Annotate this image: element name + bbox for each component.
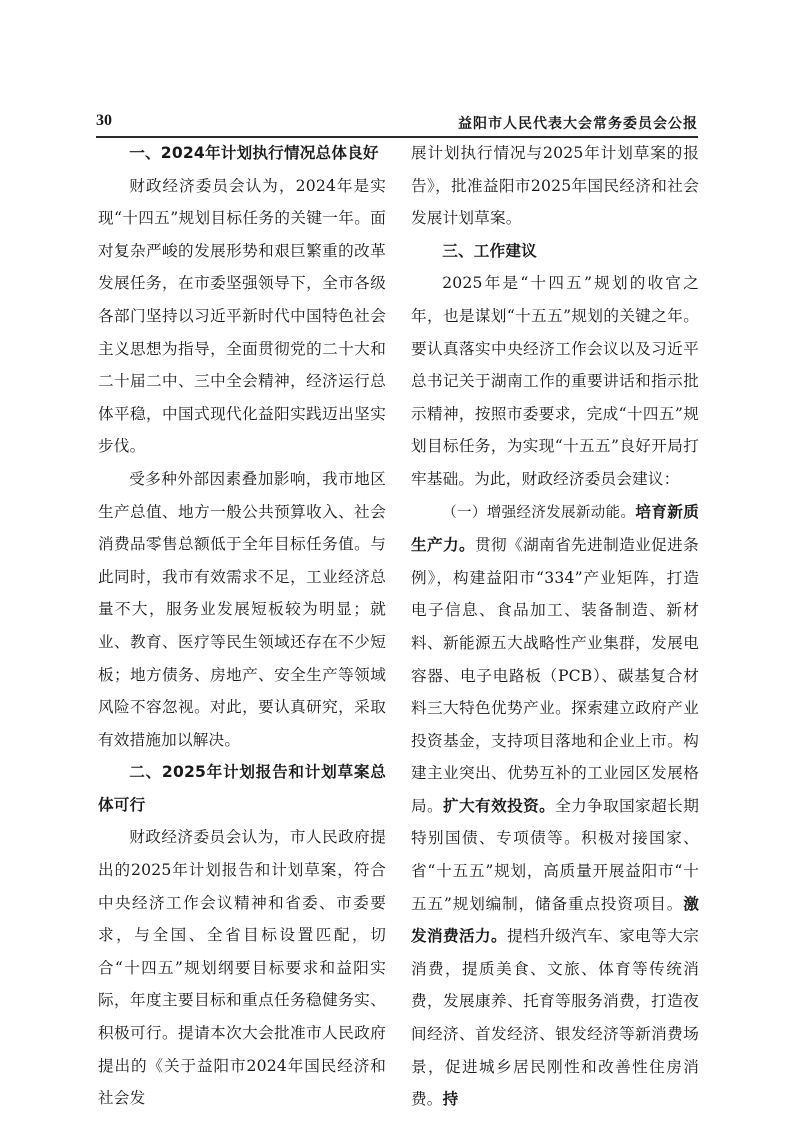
bold-phrase-effective-investment: 扩大有效投资。 — [443, 796, 556, 815]
page-number: 30 — [96, 112, 112, 129]
section-1-heading: 一、2024年计划执行情况总体良好 — [129, 144, 379, 162]
section-1-paragraph-1: 财政经济委员会认为，2024年是实现“十四五”规划目标任务的关键一年。面对复杂严峻的发展形势和艰巨繁重的改革发展任务，在市委坚强领导下，全市各级各部门坚持以习近平新时代中国特色社会主义思想为指导，全面贯彻党的二十大和二十届二中、三中全会精神，经济运行总体平稳，中国式现代化益阳实践迈出坚实步伐。 — [98, 176, 386, 456]
journal-title: 益阳市人民代表大会常务委员会公报 — [458, 116, 698, 132]
section-2-paragraph-continued: 展计划执行情况与2025年计划草案的报告》，批准益阳市2025年国民经济和社会发展计划草案。 — [411, 144, 699, 228]
page-header — [96, 112, 698, 134]
body-text-1: 贯彻《湖南省先进制造业促进条例》，构建益阳市“334”产业矩阵，打造电子信息、食品加工、装备制造、新材料、新能源五大战略性产业集群，发展电容器、电子电路板（PCB）、碳基复合材料三大特色优势产业。探索建立政府产业投资基金，支持项目落地和企业上市。构建主业突出、优势互补的工业园区发展格局。 — [411, 536, 699, 815]
subsection-1-paragraph — [411, 496, 699, 1116]
section-2-paragraph-1: 财政经济委员会认为，市人民政府提出的2025年计划报告和计划草案，符合中央经济工作会议精神和省委、市委要求，与全国、全省目标设置匹配，切合“十四五”规划纲要目标要求和益阳实际，年度主要目标和重点任务稳健务实、积极可行。提请本次大会批准市人民政府提出的《关于益阳市2024年国民经济和社会发 — [98, 828, 386, 1108]
section-2-heading: 二、2025年计划报告和计划草案总体可行 — [98, 763, 386, 814]
section-1-paragraph-2: 受多种外部因素叠加影响，我市地区生产总值、地方一般公共预算收入、社会消费品零售总额低于全年目标任务值。与此同时，我市有效需求不足，工业经济总量不大，服务业发展短板较为明显；就业、教育、医疗等民生领域还存在不少短板；地方债务、房地产、安全生产等领域风险不容忽视。对此，要认真研究，采取有效措施加以解决。 — [98, 469, 386, 749]
right-column — [411, 137, 699, 1116]
bold-phrase-continued: 持 — [442, 1090, 459, 1109]
body-text-3: 提档升级汽车、家电等大宗消费，提质美食、文旅、体育等传统消费，发展康养、托育等服务消费，打造夜间经济、首发经济、银发经济等新消费场景，促进城乡居民刚性和改善性住房消费。 — [411, 927, 699, 1109]
section-3-paragraph-1: 2025年是“十四五”规划的收官之年，也是谋划“十五五”规划的关键之年。要认真落实中央经济工作会议以及习近平总书记关于湖南工作的重要讲话和指示批示精神，按照市委要求，完成“十四五”规划目标任务，为实现“十五五”良好开局打牢基础。为此，财政经济委员会建议： — [411, 274, 699, 488]
section-3-heading: 三、工作建议 — [442, 241, 537, 260]
bold-phrase-new-productivity: 培育新质生产力。 — [411, 502, 699, 555]
left-column — [98, 137, 386, 1115]
body-text-2: 全力争取国家超长期特别国债、专项债等。积极对接国家、省“十五五”规划，高质量开展益阳市“十五五”规划编制，储备重点投资项目。 — [411, 796, 699, 913]
bold-phrase-consumption: 激发消费活力。 — [411, 894, 699, 946]
subsection-1-heading: （一）增强经济发展新动能。 — [442, 504, 636, 521]
